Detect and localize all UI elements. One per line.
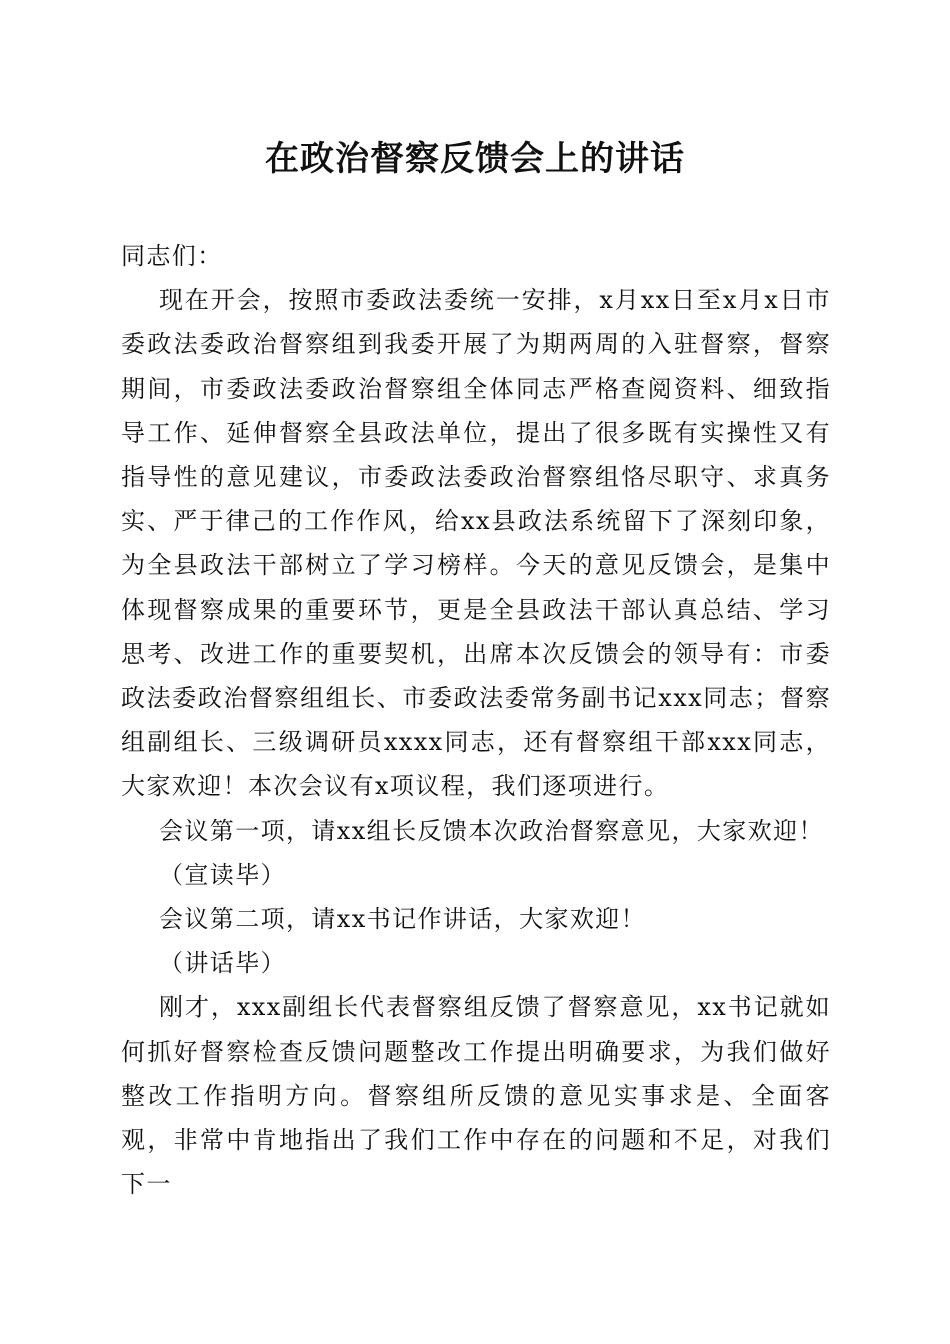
note-reading-finished: （宣读毕）	[159, 860, 286, 889]
paragraph-summary: 刚才，xxx副组长代表督察组反馈了督察意见，xx书记就如何抓好督察检查反馈问题整改工作提出明确要求，为我们做好整改工作指明方向。督察组所反馈的意见实事求是、全面客观，非常中肯地指出了我们工作中存在的问题和不足，对我们下一	[121, 993, 831, 1199]
salutation: 同志们：	[121, 242, 223, 270]
paragraph-opening: 现在开会，按照市委政法委统一安排，x月xx日至x月x日市委政法委政治督察组到我委开展了为期两周的入驻督察，督察期间，市委政法委政治督察组全体同志严格查阅资料、细致指导工作、延伸督察全县政法单位，提出了很多既有实操性又有指导性的意见建议，市委政法委政治督察组恪尽职守、求真务实、严于律己的工作作风，给xx县政法系统留下了深刻印象，为全县政法干部树立了学习榜样。今天的意见反馈会，是集中体现督察成果的重要环节，更是全县政法干部认真总结、学习思考、改进工作的重要契机，出席本次反馈会的领导有：市委政法委政治督察组组长、市委政法委常务副书记xxx同志；督察组副组长、三级调研员xxxx同志，还有督察组干部xxx同志，大家欢迎！本次会议有x项议程，我们逐项进行。	[121, 286, 831, 801]
paragraph-agenda-item-2: 会议第二项，请xx书记作讲话，大家欢迎！	[159, 905, 647, 934]
paragraph-agenda-item-1: 会议第一项，请xx组长反馈本次政治督察意见，大家欢迎！	[159, 816, 824, 845]
document-body	[121, 234, 831, 1206]
document-title: 在政治督察反馈会上的讲话	[265, 139, 685, 179]
note-speech-finished: （讲话毕）	[159, 949, 286, 978]
